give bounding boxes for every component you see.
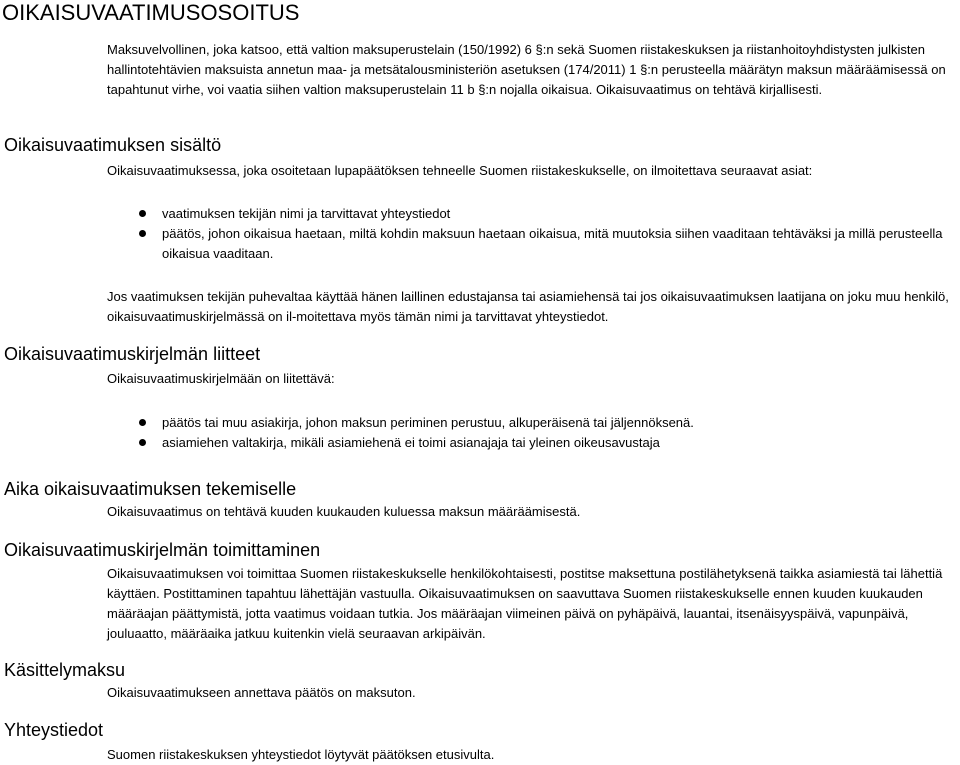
content-bullet-list (127, 204, 960, 264)
list-item-text: asiamiehen valtakirja, mikäli asiamiehenä ei toimi asianajaja tai yleinen oikeusavustaja (162, 435, 660, 450)
heading-fee: Käsittelymaksu (4, 660, 126, 680)
bullet-icon (139, 419, 146, 426)
bullet-icon (139, 210, 146, 217)
list-item-text: vaatimuksen tekijän nimi ja tarvittavat yhteystiedot (162, 206, 451, 221)
list-item (127, 433, 960, 453)
bullet-icon (139, 230, 146, 237)
delivery-text: Oikaisuvaatimuksen voi toimittaa Suomen riistakeskukselle henkilökohtaisesti, postitse maksettuna postilähetyksenä taikka asiamiestä tai lähettiä käyttäen. Postittaminen tapahtuu lähettäjän vastuulla. Oikaisuvaatimuksen on saavuttava Suomen riistakeskukselle ennen kuuden kuukauden määräajan päättymistä, jotta vaatimus voidaan tutkia. Jos määräajan viimeinen päivä on pyhäpäivä, lauantai, itsenäisyyspäivä, vapunpäivä, jouluaatto, määräaika jatkuu kuitenkin vielä seuraavan arkipäivän. (107, 566, 943, 641)
representative-note: Jos vaatimuksen tekijän puhevaltaa käyttää hänen laillinen edustajansa tai asiamiehensä tai jos oikaisuvaatimuksen laatijana on joku muu henkilö, oikaisuvaatimuskirjelmässä on il-moitettava myös tämän nimi ja tarvittavat yhteystiedot. (107, 289, 949, 324)
heading-delivery: Oikaisuvaatimuskirjelmän toimittaminen (4, 540, 321, 560)
list-item (127, 413, 960, 433)
page-title: OIKAISUVAATIMUSOSOITUS (2, 0, 300, 25)
heading-time: Aika oikaisuvaatimuksen tekemiselle (4, 479, 297, 499)
intro-paragraph: Maksuvelvollinen, joka katsoo, että valtion maksuperustelain (150/1992) 6 §:n sekä Suomen riistakeskuksen ja riistanhoitoyhdistysten julkisten hallintotehtävien maksuista annetun maa- ja metsätalousministeriön asetuksen (174/2011) 1 §:n perusteella määrätyn maksun määräämisessä on tapahtunut virhe, voi vaatia siihen valtion maksuperustelain 11 b §:n nojalla oikaisua. Oikaisuvaatimus on tehtävä kirjallisesti. (107, 42, 946, 97)
heading-attachments: Oikaisuvaatimuskirjelmän liitteet (4, 344, 261, 364)
attachments-bullet-list (127, 413, 960, 453)
list-item (127, 224, 960, 264)
attachments-intro-text: Oikaisuvaatimuskirjelmään on liitettävä: (107, 371, 335, 386)
heading-content: Oikaisuvaatimuksen sisältö (4, 135, 222, 155)
bullet-icon (139, 439, 146, 446)
list-item (127, 204, 960, 224)
time-text: Oikaisuvaatimus on tehtävä kuuden kuukauden kuluessa maksun määräämisestä. (107, 504, 581, 519)
fee-text: Oikaisuvaatimukseen annettava päätös on maksuton. (107, 685, 416, 700)
list-item-text: päätös tai muu asiakirja, johon maksun periminen perustuu, alkuperäisenä tai jäljennöksenä. (162, 415, 694, 430)
heading-contact: Yhteystiedot (4, 720, 104, 740)
content-intro-text: Oikaisuvaatimuksessa, joka osoitetaan lupapäätöksen tehneelle Suomen riistakeskukselle, on ilmoitettava seuraavat asiat: (107, 163, 813, 178)
contact-text: Suomen riistakeskuksen yhteystiedot löytyvät päätöksen etusivulta. (107, 747, 495, 762)
list-item-text: päätös, johon oikaisua haetaan, miltä kohdin maksuun haetaan oikaisua, mitä muutoksia siihen vaaditaan tehtäväksi ja millä perusteella oikaisua vaaditaan. (162, 226, 943, 261)
